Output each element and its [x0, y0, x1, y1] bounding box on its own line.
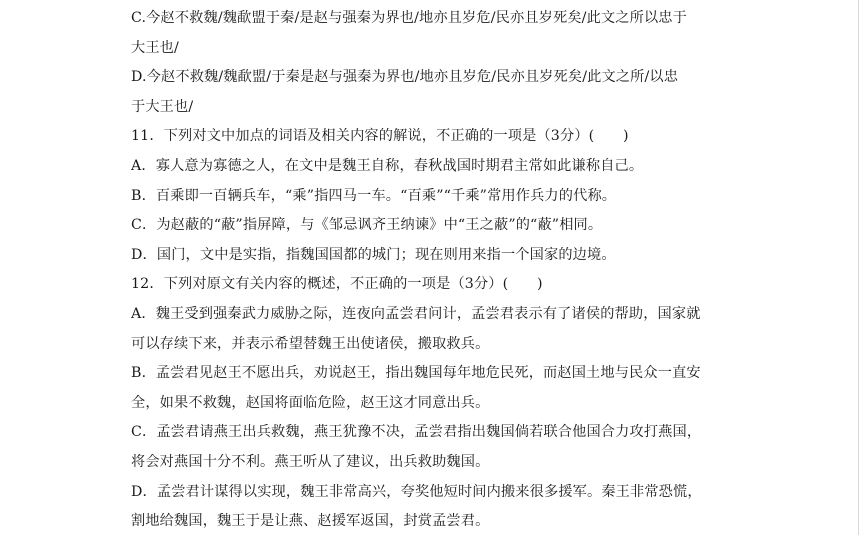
question-12-option-d-line-2: 割地给魏国，魏王于是让燕、赵援军返国，封赏孟尝君。	[131, 513, 490, 530]
exam-text-block	[131, 4, 743, 537]
option-c-line-2: 大王也/	[131, 39, 179, 56]
question-12-option-b-line-1: B．孟尝君见赵王不愿出兵，劝说赵王，指出魏国每年地危民死，而赵国土地与民众一直安	[131, 365, 701, 382]
question-12-option-c-line-2: 将会对燕国十分不利。燕王听从了建议，出兵救助魏国。	[131, 453, 490, 470]
question-11-option-c: C．为赵蔽的“蔽”指屏障，与《邹忌讽齐王纳谏》中“王之蔽”的“蔽”相同。	[131, 217, 603, 234]
option-d-line-1: D.今赵不救魏/魏歃盟/于秦是赵与强秦为界也/地亦且岁危/民亦且岁死矣/此文之所/以忠	[131, 69, 679, 86]
question-12-option-b-line-2: 全，如果不救魏，赵国将面临危险，赵王这才同意出兵。	[131, 394, 490, 411]
question-12-stem: 12．下列对原文有关内容的概述，不正确的一项是（3分）( )	[131, 276, 543, 293]
question-11-option-a: A．寡人意为寡德之人，在文中是魏王自称，春秋战国时期君主常如此谦称自己。	[131, 157, 644, 174]
question-12-option-d-line-1: D．孟尝君计谋得以实现，魏王非常高兴，夸奖他短时间内搬来很多援军。秦王非常恐慌，	[131, 483, 702, 500]
question-11-option-d: D．国门，文中是实指，指魏国国都的城门；现在则用来指一个国家的边境。	[131, 246, 616, 263]
question-12-option-a-line-1: A．魏王受到强秦武力威胁之际，连夜向孟尝君问计，孟尝君表示有了诸侯的帮助，国家就	[131, 305, 701, 322]
option-c-line-1: C.今赵不救魏/魏歃盟于秦/是赵与强秦为界也/地亦且岁危/民亦且岁死矣/此文之所以忠于	[131, 10, 687, 26]
question-11-stem: 11．下列对文中加点的词语及相关内容的解说，不正确的一项是（3分）( )	[131, 128, 629, 145]
question-12-option-c-line-1: C．孟尝君请燕王出兵救魏，燕王犹豫不决，孟尝君指出魏国倘若联合他国合力攻打燕国，	[131, 424, 702, 441]
question-11-option-b: B．百乘即一百辆兵车，“乘”指四马一车。“百乘”“千乘”常用作兵力的代称。	[131, 187, 617, 204]
page-edge-divider	[858, 0, 859, 535]
question-12-option-a-line-2: 可以存续下来，并表示希望替魏王出使诸侯，搬取救兵。	[131, 335, 490, 352]
option-d-line-2: 于大王也/	[131, 98, 194, 115]
